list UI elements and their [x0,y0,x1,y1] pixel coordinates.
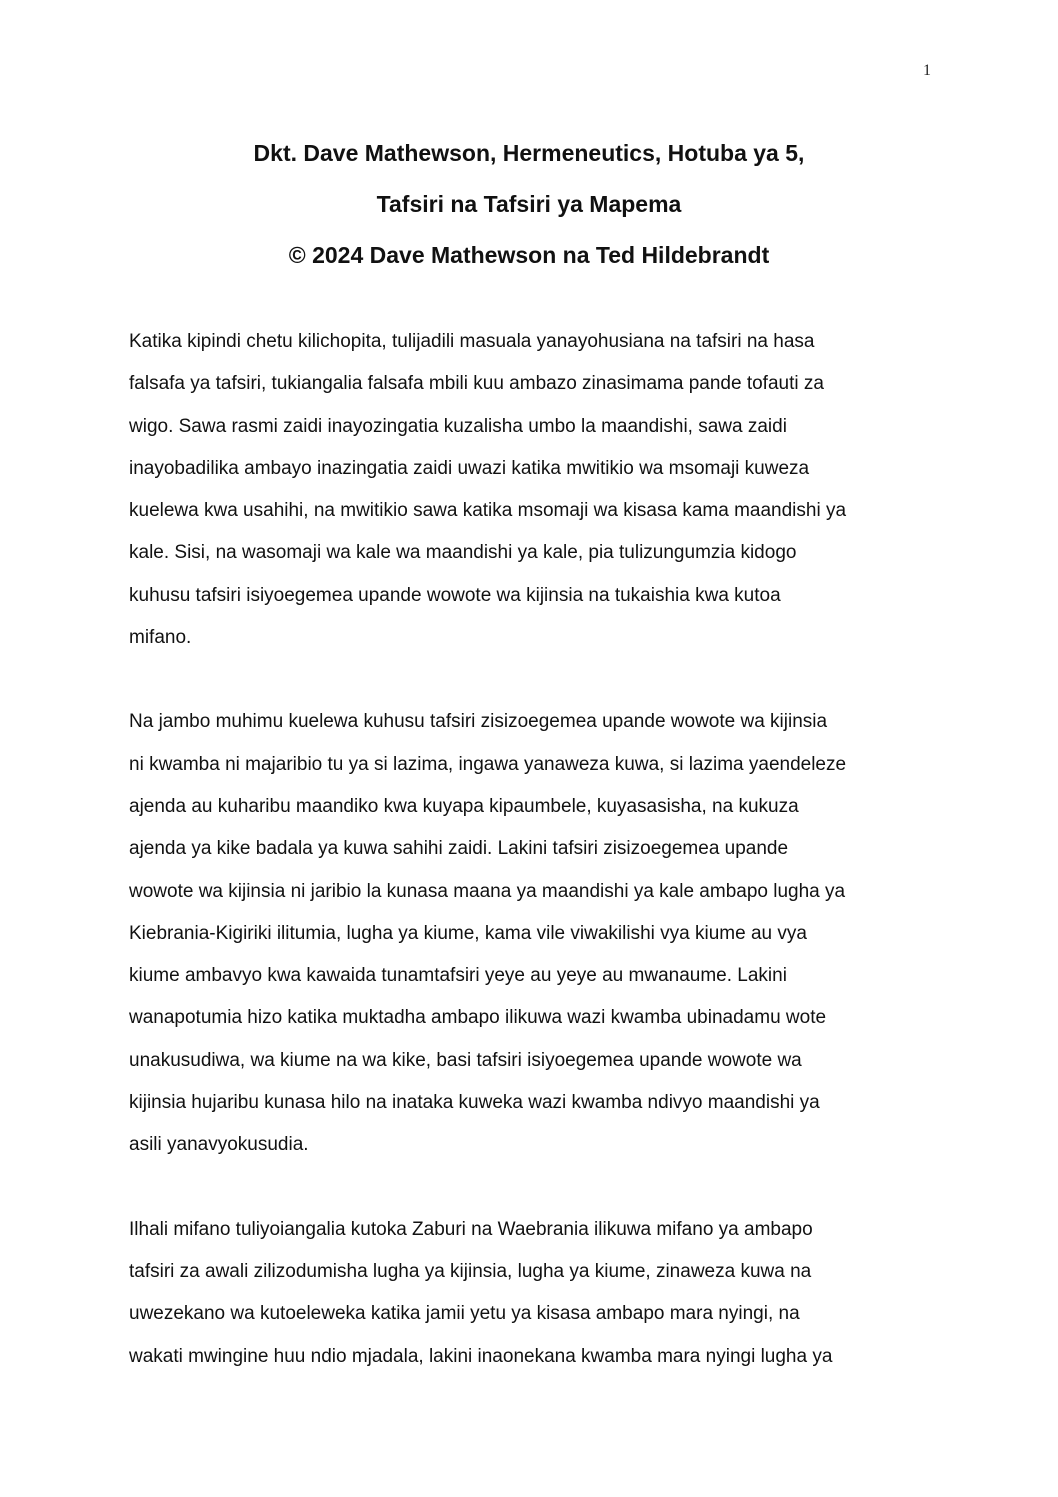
paragraph-line: wanapotumia hizo katika muktadha ambapo ilikuwa wazi kwamba ubinadamu wote [129,1007,827,1029]
paragraph-2 [129,701,929,1166]
paragraph-line: ajenda ya kike badala ya kuwa sahihi zaidi. Lakini tafsiri zisizoegemea upande [129,838,789,860]
paragraph-line: kale. Sisi, na wasomaji wa kale wa maandishi ya kale, pia tulizungumzia kidogo [129,542,797,564]
title-line-1: Dkt. Dave Mathewson, Hermeneutics, Hotuba ya 5, [253,140,805,166]
paragraph-line: inayobadilika ambayo inazingatia zaidi uwazi katika mwitikio wa msomaji kuweza [129,457,810,479]
paragraph-line: kuelewa kwa usahihi, na mwitikio sawa katika msomaji wa kisasa kama maandishi ya [129,500,847,522]
paragraph-3 [129,1209,929,1378]
paragraph-line: ajenda au kuharibu maandiko kwa kuyapa kipaumbele, kuyasasisha, na kukuza [129,795,799,817]
paragraph-line: wowote wa kijinsia ni jaribio la kunasa maana ya maandishi ya kale ambapo lugha ya [129,880,846,902]
title-line-3: © 2024 Dave Mathewson na Ted Hildebrandt [288,242,770,268]
paragraph-line: uwezekano wa kutoeleweka katika jamii yetu ya kisasa ambapo mara nyingi, na [129,1303,800,1325]
paragraph-line: tafsiri za awali zilizodumisha lugha ya kijinsia, lugha ya kiume, zinaweza kuwa na [129,1260,812,1282]
paragraph-line: Katika kipindi chetu kilichopita, tulijadili masuala yanayohusiana na tafsiri na hasa [129,331,815,352]
body-text [129,321,929,1420]
paragraph-line: wigo. Sawa rasmi zaidi inayozingatia kuzalisha umbo la maandishi, sawa zaidi [129,415,787,437]
paragraph-line: falsafa ya tafsiri, tukiangalia falsafa mbili kuu ambazo zinasimama pande tofauti za [129,373,824,395]
paragraph-line: unakusudiwa, wa kiume na wa kike, basi tafsiri isiyoegemea upande wowote wa [129,1049,802,1071]
paragraph-line: kuhusu tafsiri isiyoegemea upande wowote wa kijinsia na tukaishia kwa kutoa [129,584,781,606]
title-line-2: Tafsiri na Tafsiri ya Mapema [376,191,682,217]
page-number: 1 [923,62,931,79]
paragraph-line: Kiebrania-Kigiriki ilitumia, lugha ya kiume, kama vile viwakilishi vya kiume au vya [129,922,807,944]
paragraph-line: wakati mwingine huu ndio mjadala, lakini inaonekana kwamba mara nyingi lugha ya [129,1345,833,1367]
paragraph-line: Ilhali mifano tuliyoiangalia kutoka Zaburi na Waebrania ilikuwa mifano ya ambapo [129,1218,813,1240]
paragraph-1 [129,321,929,659]
paragraph-line: ni kwamba ni majaribio tu ya si lazima, ingawa yanaweza kuwa, si lazima yaendeleze [129,753,847,775]
paragraph-line: Na jambo muhimu kuelewa kuhusu tafsiri zisizoegemea upande wowote wa kijinsia [129,711,828,733]
title-block [0,128,1058,281]
paragraph-line: kiume ambavyo kwa kawaida tunamtafsiri yeye au yeye au mwanaume. Lakini [129,965,787,987]
paragraph-line: asili yanavyokusudia. [129,1134,309,1156]
paragraph-line: kijinsia hujaribu kunasa hilo na inataka kuweka wazi kwamba ndivyo maandishi ya [129,1092,820,1114]
paragraph-line: mifano. [129,627,192,649]
